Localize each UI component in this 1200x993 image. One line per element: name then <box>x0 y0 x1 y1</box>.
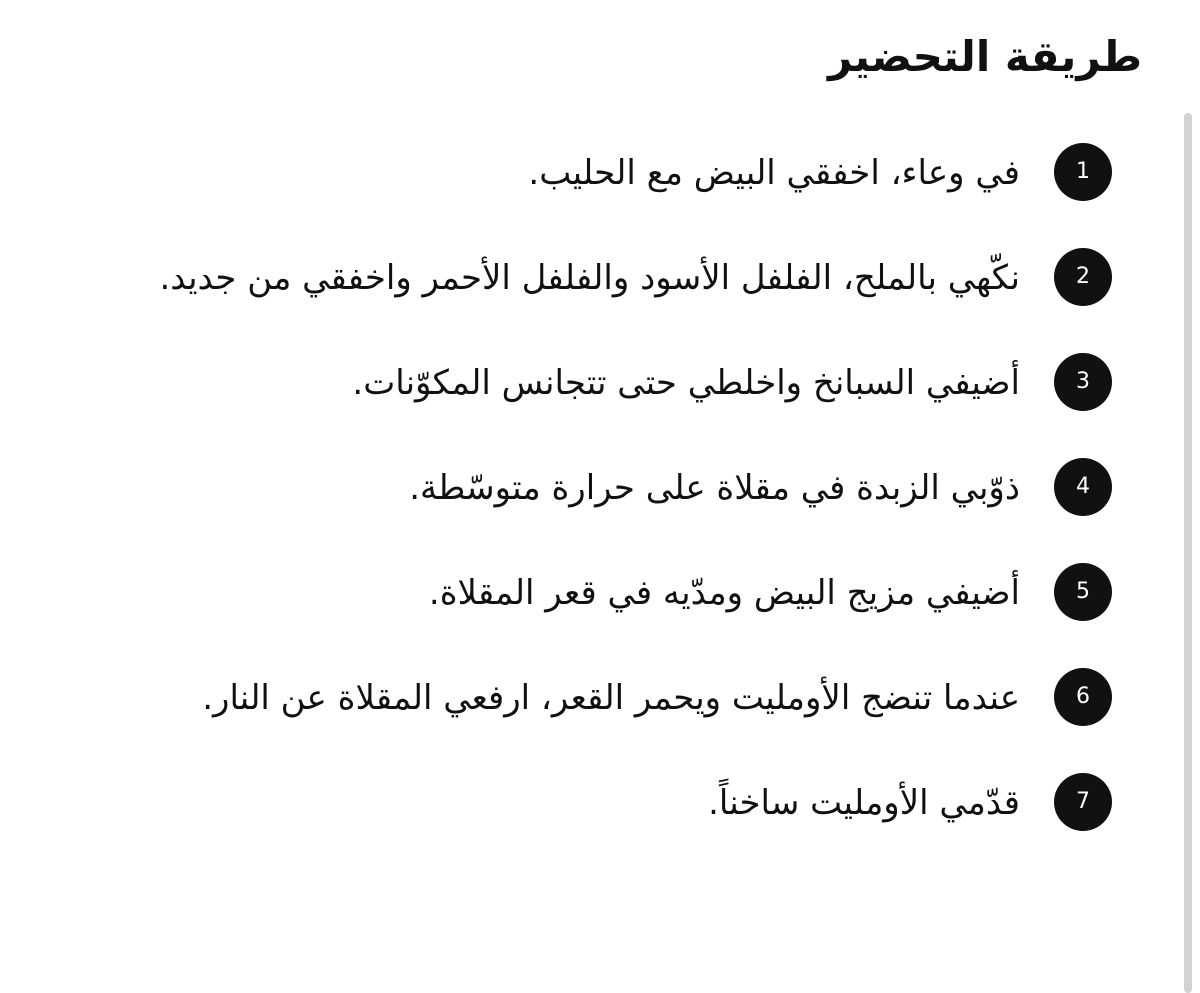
step-item <box>62 556 1112 630</box>
step-number-badge: 6 <box>1054 668 1112 726</box>
step-item <box>62 241 1112 315</box>
step-number-badge: 2 <box>1054 248 1112 306</box>
step-number-badge: 3 <box>1054 353 1112 411</box>
step-number-badge: 5 <box>1054 563 1112 621</box>
step-text: في وعاء، اخفقي البيض مع الحليب. <box>528 153 1020 193</box>
steps-list <box>62 136 1112 871</box>
step-text: أضيفي مزيج البيض ومدّيه في قعر المقلاة. <box>428 573 1020 613</box>
step-item <box>62 136 1112 210</box>
step-number-badge: 4 <box>1054 458 1112 516</box>
step-item <box>62 766 1112 840</box>
step-item <box>62 451 1112 525</box>
step-text: نكّهي بالملح، الفلفل الأسود والفلفل الأحمر واخفقي من جديد. <box>159 258 1020 298</box>
page-title: طريقة التحضير <box>827 32 1142 81</box>
step-text: ذوّبي الزبدة في مقلاة على حرارة متوسّطة. <box>409 468 1020 508</box>
step-number-badge: 7 <box>1054 773 1112 831</box>
step-number-badge: 1 <box>1054 143 1112 201</box>
step-text: أضيفي السبانخ واخلطي حتى تتجانس المكوّنات. <box>352 363 1020 403</box>
scrollbar-thumb[interactable] <box>1184 113 1192 993</box>
step-text: عندما تنضج الأومليت ويحمر القعر، ارفعي المقلاة عن النار. <box>202 678 1020 718</box>
step-item <box>62 346 1112 420</box>
scrollbar[interactable] <box>1184 113 1192 993</box>
step-text: قدّمي الأومليت ساخناً. <box>708 783 1020 823</box>
step-item <box>62 661 1112 735</box>
